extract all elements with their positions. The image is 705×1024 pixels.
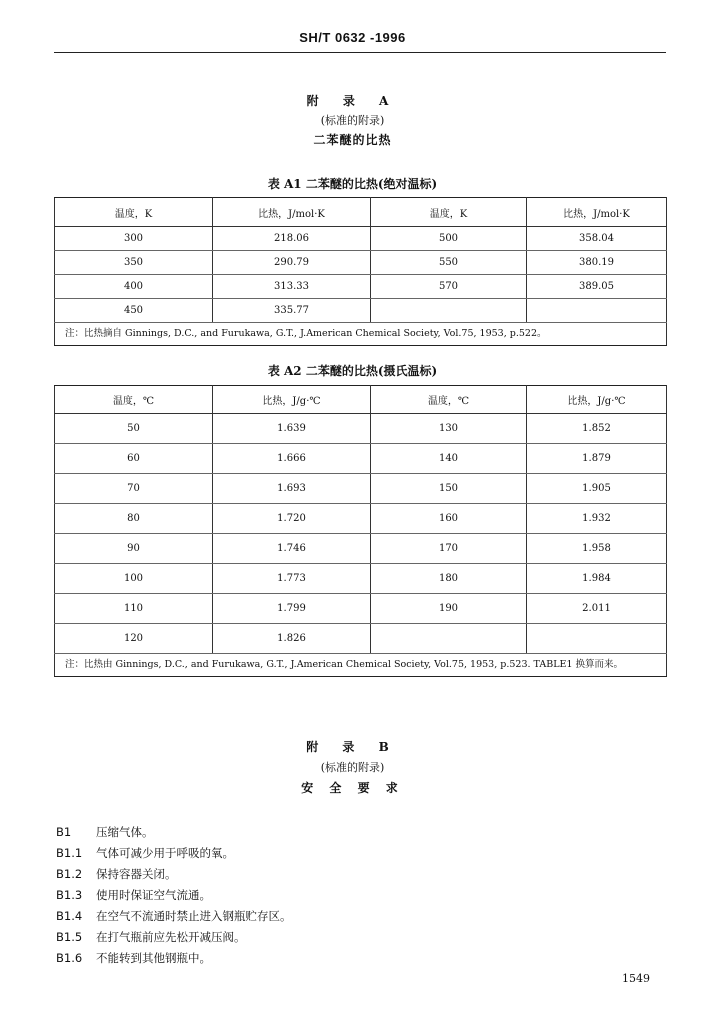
- table-cell: 290.79: [213, 251, 371, 275]
- table-cell: 150: [371, 474, 527, 504]
- table-a2: [54, 385, 667, 677]
- table-cell: 400: [55, 275, 213, 299]
- clause-text: 压缩气体。: [96, 825, 154, 839]
- appendix-a-topic: 二苯醚的比热: [313, 133, 392, 147]
- appendix-b-subtitle: (标准的附录): [320, 761, 385, 774]
- column-header: 温度，K: [55, 198, 213, 227]
- table-a1: [54, 197, 667, 346]
- table-cell: 1.639: [213, 414, 371, 444]
- appendix-b-topic: 安 全 要 求: [301, 781, 404, 795]
- table-cell: 335.77: [213, 299, 371, 323]
- table-row: [55, 251, 667, 275]
- table-cell: 570: [371, 275, 527, 299]
- table-cell: 450: [55, 299, 213, 323]
- table-row: [55, 444, 667, 474]
- clause-text: 在空气不流通时禁止进入钢瓶贮存区。: [96, 909, 292, 923]
- table-cell: 170: [371, 534, 527, 564]
- table-cell: 190: [371, 594, 527, 624]
- table-cell: 100: [55, 564, 213, 594]
- list-item: [56, 843, 292, 864]
- table-cell: 550: [371, 251, 527, 275]
- table-cell: 160: [371, 504, 527, 534]
- clause-number: B1.1: [56, 846, 83, 860]
- list-item: [56, 927, 292, 948]
- table-cell: 1.746: [213, 534, 371, 564]
- clause-number: B1.6: [56, 951, 83, 965]
- table-cell: 389.05: [527, 275, 667, 299]
- appendix-b-title: 附 录 B: [306, 740, 399, 754]
- table-cell: 60: [55, 444, 213, 474]
- table-cell: 350: [55, 251, 213, 275]
- appendix-a-title: 附 录 A: [306, 94, 399, 108]
- list-item: [56, 885, 292, 906]
- table-cell: 50: [55, 414, 213, 444]
- table-a1-header-row: [55, 198, 667, 227]
- table-row: [55, 414, 667, 444]
- table-row: [55, 504, 667, 534]
- table-row: [55, 534, 667, 564]
- table-cell: 90: [55, 534, 213, 564]
- safety-requirements-list: [56, 822, 292, 969]
- table-cell: 1.932: [527, 504, 667, 534]
- appendix-a-subtitle: (标准的附录): [320, 114, 385, 127]
- table-cell: 1.799: [213, 594, 371, 624]
- table-cell: 2.011: [527, 594, 667, 624]
- clause-number: B1.5: [56, 930, 83, 944]
- table-a2-caption: 表 A2 二苯醚的比热(摄氏温标): [267, 364, 438, 378]
- list-item: [56, 822, 292, 843]
- list-item: [56, 864, 292, 885]
- table-cell: [371, 624, 527, 654]
- table-cell: 1.879: [527, 444, 667, 474]
- table-cell: 500: [371, 227, 527, 251]
- table-cell: 70: [55, 474, 213, 504]
- standard-code-header: SH/T 0632 -1996: [299, 30, 406, 45]
- table-cell: 130: [371, 414, 527, 444]
- column-header: 比热，J/mol·K: [527, 198, 667, 227]
- table-a1-note-row: [55, 323, 667, 346]
- table-cell: 180: [371, 564, 527, 594]
- table-cell: 1.852: [527, 414, 667, 444]
- clause-number: B1.3: [56, 888, 83, 902]
- clause-text: 不能转到其他钢瓶中。: [96, 951, 211, 965]
- table-cell: [527, 624, 667, 654]
- clause-number: B1.2: [56, 867, 83, 881]
- table-cell: 358.04: [527, 227, 667, 251]
- column-header: 温度，℃: [371, 386, 527, 414]
- table-cell: 140: [371, 444, 527, 474]
- table-cell: 1.826: [213, 624, 371, 654]
- table-cell: 1.984: [527, 564, 667, 594]
- table-cell: 1.720: [213, 504, 371, 534]
- clause-text: 气体可减少用于呼吸的氧。: [96, 846, 234, 860]
- table-cell: 300: [55, 227, 213, 251]
- table-cell: 80: [55, 504, 213, 534]
- table-cell: 110: [55, 594, 213, 624]
- table-cell: 1.958: [527, 534, 667, 564]
- column-header: 比热，J/mol·K: [213, 198, 371, 227]
- clause-text: 保持容器关闭。: [96, 867, 177, 881]
- table-row: [55, 474, 667, 504]
- column-header: 比热，J/g·℃: [527, 386, 667, 414]
- table-row: [55, 594, 667, 624]
- clause-number: B1.4: [56, 909, 83, 923]
- table-row: [55, 227, 667, 251]
- clause-number: B1: [56, 825, 72, 839]
- table-cell: [371, 299, 527, 323]
- list-item: [56, 948, 292, 969]
- table-cell: 1.773: [213, 564, 371, 594]
- list-item: [56, 906, 292, 927]
- table-row: [55, 624, 667, 654]
- table-row: [55, 564, 667, 594]
- table-cell: 1.666: [213, 444, 371, 474]
- column-header: 温度，K: [371, 198, 527, 227]
- table-row: [55, 275, 667, 299]
- table-cell: 120: [55, 624, 213, 654]
- table-cell: 1.693: [213, 474, 371, 504]
- table-a2-header-row: [55, 386, 667, 414]
- table-cell: 313.33: [213, 275, 371, 299]
- table-a2-note-row: [55, 654, 667, 677]
- table-row: [55, 299, 667, 323]
- clause-text: 在打气瓶前应先松开减压阀。: [96, 930, 246, 944]
- page-number: 1549: [622, 972, 650, 985]
- table-cell: 380.19: [527, 251, 667, 275]
- table-cell: 1.905: [527, 474, 667, 504]
- table-a1-note: 注：比热摘自 Ginnings, D.C., and Furukawa, G.T., J.American Chemical Society, Vol.75, 1953, p.522。: [55, 323, 667, 346]
- column-header: 温度，℃: [55, 386, 213, 414]
- table-cell: [527, 299, 667, 323]
- header-rule: [54, 52, 666, 53]
- column-header: 比热，J/g·℃: [213, 386, 371, 414]
- clause-text: 使用时保证空气流通。: [96, 888, 211, 902]
- table-a2-note: 注：比热由 Ginnings, D.C., and Furukawa, G.T., J.American Chemical Society, Vol.75, 1953, p.523. TABLE1 换算而来。: [55, 654, 667, 677]
- table-cell: 218.06: [213, 227, 371, 251]
- table-a1-caption: 表 A1 二苯醚的比热(绝对温标): [267, 177, 438, 191]
